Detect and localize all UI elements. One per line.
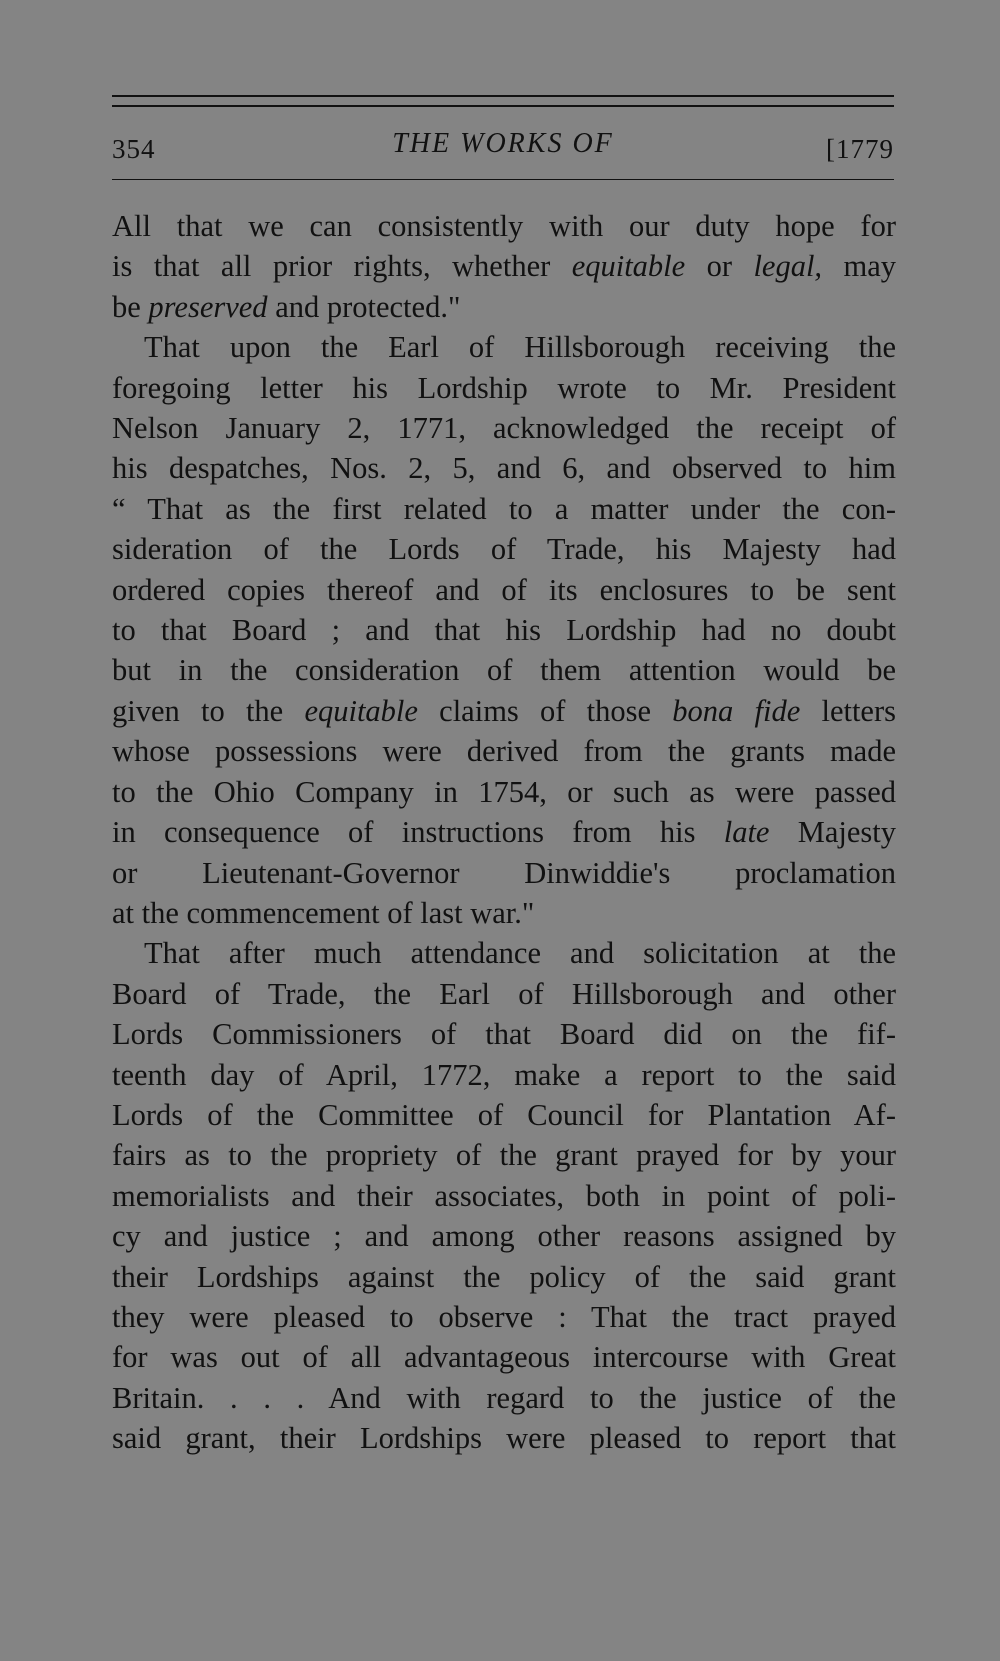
text-line: Nelson January 2, 1771, acknowledged the receipt of [112,411,896,446]
text-line: at the commencement of last war." [112,895,535,930]
text-line: his despatches, Nos. 2, 5, and 6, and observed to him [112,451,896,486]
body-text [112,206,896,1459]
text-line: is that all prior rights, whether equitable or legal, may [112,249,896,284]
text-line: or Lieutenant-Governor Dinwiddie's proclamation [112,855,896,890]
text-line: teenth day of April, 1772, make a report to the said [112,1057,896,1092]
text-line: ordered copies thereof and of its enclosures to be sent [112,572,896,607]
paragraph-start-line: That upon the Earl of Hillsborough receiving the [144,330,896,365]
text-line: “ That as the first related to a matter under the con- [112,491,896,526]
text-line: whose possessions were derived from the grants made [112,734,896,769]
year-mark: [1779 [826,134,894,164]
italic-phrase: late [723,815,770,850]
text-line: for was out of all advantageous intercourse with Great [112,1340,896,1375]
header-rule-bottom [112,179,894,180]
running-header [112,128,894,168]
header-rule-second [112,105,894,107]
italic-phrase: equitable [571,249,686,284]
text-line: their Lordships against the policy of the said grant [112,1259,896,1294]
text-line: foregoing letter his Lordship wrote to Mr. President [112,370,896,405]
text-line: Board of Trade, the Earl of Hillsborough and other [112,976,896,1011]
text-line: to the Ohio Company in 1754, or such as were passed [112,774,896,809]
running-title: THE WORKS OF [392,128,614,159]
text-line: but in the consideration of them attention would be [112,653,896,688]
text-line: said grant, their Lordships were pleased to report that [112,1421,896,1456]
text-line: All that we can consistently with our duty hope for [112,209,896,243]
italic-phrase: bona fide [672,693,801,728]
text-line: Britain. . . . And with regard to the justice of the [112,1380,896,1415]
text-line: fairs as to the propriety of the grant prayed for by your [112,1138,896,1173]
text-line: Lords of the Committee of Council for Plantation Af- [112,1097,896,1132]
italic-phrase: equitable [304,693,418,728]
text-line: in consequence of instructions from his late Majesty [112,815,896,850]
paragraph-start-line: That after much attendance and solicitation at the [144,936,896,971]
text-line: memorialists and their associates, both in point of poli- [112,1178,896,1213]
page-number: 354 [112,134,156,164]
italic-phrase: legal, [753,249,823,284]
header-rule-top [112,95,894,97]
text-line: cy and justice ; and among other reasons assigned by [112,1219,896,1254]
text-line: they were pleased to observe : That the tract prayed [112,1299,896,1334]
italic-phrase: preserved [148,289,268,324]
text-line: to that Board ; and that his Lordship had no doubt [112,613,896,648]
text-line: be preserved and protected." [112,289,461,324]
text-line: given to the equitable claims of those bona fide letters [112,693,896,728]
text-line: sideration of the Lords of Trade, his Majesty had [112,532,896,567]
text-line: Lords Commissioners of that Board did on the fif- [112,1017,896,1052]
